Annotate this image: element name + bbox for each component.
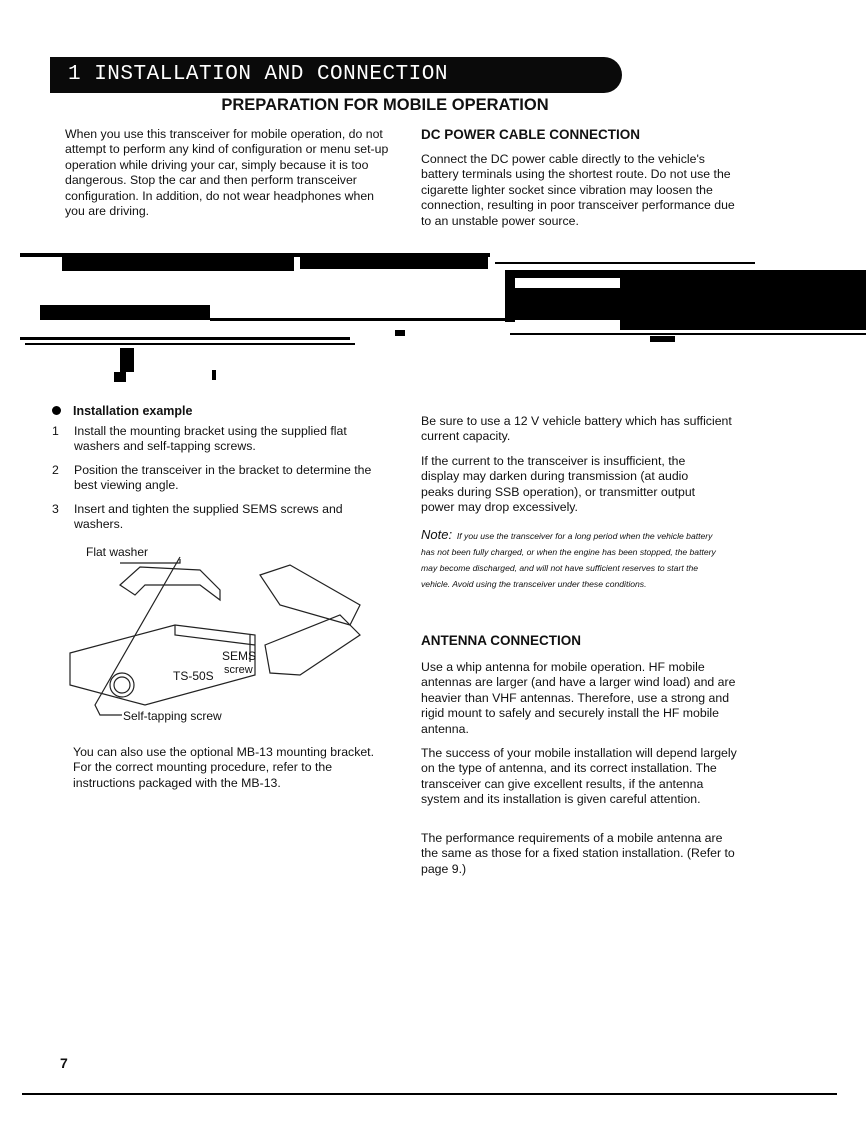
note-text: If you use the transceiver for a long period when the vehicle battery has not been fully charged, or when the engine has been stopped, the battery may become discharged, and will not have sufficient reserves to start the vehicle. Avoid using the transceiver under these conditions. [421,531,716,589]
page-number: 7 [60,1055,68,1071]
sems-label: SEMS [222,649,257,663]
installation-figure [60,545,390,725]
installation-heading: Installation example [73,404,193,418]
step-item: 3 Insert and tighten the supplied SEMS screws and washers. [52,501,343,532]
note-label: Note: [421,527,453,542]
antenna-text-2: The success of your mobile installation will depend largely on the type of antenna, and its correct installation. The transceiver can give excellent results, if the antenna system and its installation is given careful attention. [421,746,737,807]
optional-bracket-text: You can also use the optional MB-13 mounting bracket. For the correct mounting procedure, refer to the instructions packaged with the MB-13. [73,745,375,790]
model-label: TS-50S [173,669,214,683]
step-item: 1 Install the mounting bracket using the supplied flat washers and self-tapping screws. [52,424,347,454]
bullet-icon [52,406,61,415]
chapter-banner: 1 INSTALLATION AND CONNECTION [50,57,622,93]
intro-paragraph: When you use this transceiver for mobile operation, do not attempt to perform any kind of configuration or menu set-up operation while driving your car, simply because it is too dangerous. Stop the car and then perform transceiver configuration. In addition, do not wear headphones when you are driving. [65,127,389,219]
antenna-text-1: Use a whip antenna for mobile operation. HF mobile antennas are larger (and have a larger wind load) and are heavier than VHF antennas. Therefore, use a strong and rigid mount to safely and securely install the HF mobile antenna. [421,660,736,736]
antenna-heading: ANTENNA CONNECTION [421,633,581,648]
self-tapping-label: Self-tapping screw [123,709,222,723]
dc-power-heading: DC POWER CABLE CONNECTION [421,127,640,142]
screw-label: screw [224,664,253,676]
flat-washer-label: Flat washer [86,545,149,559]
battery-text-1: Be sure to use a 12 V vehicle battery which has sufficient current capacity. [421,414,732,444]
battery-note [421,527,716,592]
step-item: 2 Position the transceiver in the bracket to determine the best viewing angle. [52,462,372,493]
battery-text-2: If the current to the transceiver is insufficient, the display may darken during transmission (at audio peaks during SSB operation), or transmitter output power may drop excessively. [421,454,696,515]
antenna-text-3: The performance requirements of a mobile antenna are the same as those for a fixed station installation. (Refer to page 9.) [421,831,735,876]
footer-rule [22,1093,837,1095]
dc-power-text: Connect the DC power cable directly to the vehicle's battery terminals using the shortest route. Do not use the cigarette lighter socket since vibration may loosen the connection, resulting in poor transceiver performance due to an unstable power source. [421,152,735,228]
bracket-illustration [60,545,390,725]
page-title: PREPARATION FOR MOBILE OPERATION [221,96,549,114]
installation-section [52,404,392,540]
